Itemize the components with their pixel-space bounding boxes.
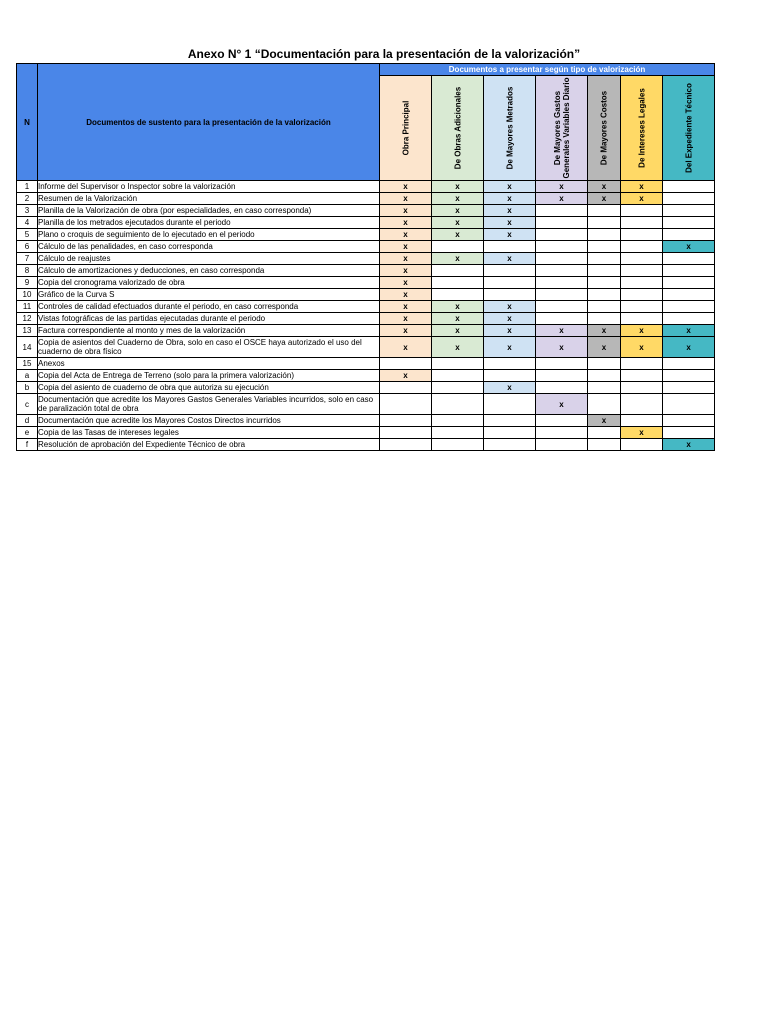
row-description: Documentación que acredite los Mayores Gastos Generales Variables incurridos, solo en caso de paralización total de obra: [38, 394, 380, 415]
row-mark: [432, 370, 484, 382]
row-mark: [536, 301, 588, 313]
row-mark: [536, 358, 588, 370]
row-mark: x: [663, 241, 715, 253]
row-mark: x: [432, 205, 484, 217]
table-row: [17, 427, 715, 439]
row-mark: x: [432, 253, 484, 265]
row-number: 8: [17, 265, 38, 277]
row-mark: [621, 217, 663, 229]
row-mark: [588, 394, 621, 415]
row-mark: x: [380, 370, 432, 382]
header-group: Documentos a presentar según tipo de valorización: [380, 64, 715, 76]
row-mark: x: [432, 229, 484, 241]
table-row: [17, 241, 715, 253]
row-mark: x: [432, 181, 484, 193]
row-mark: x: [484, 217, 536, 229]
row-mark: [663, 370, 715, 382]
row-number: 12: [17, 313, 38, 325]
row-mark: [588, 289, 621, 301]
row-mark: [588, 313, 621, 325]
row-mark: x: [484, 205, 536, 217]
row-mark: [536, 241, 588, 253]
row-mark: [588, 439, 621, 451]
row-mark: x: [484, 337, 536, 358]
row-number: f: [17, 439, 38, 451]
table-row: [17, 358, 715, 370]
table-row: [17, 265, 715, 277]
row-description: Cálculo de las penalidades, en caso corresponda: [38, 241, 380, 253]
table-row: [17, 382, 715, 394]
table-row: [17, 253, 715, 265]
row-mark: x: [484, 382, 536, 394]
row-mark: x: [588, 181, 621, 193]
row-mark: x: [588, 415, 621, 427]
row-mark: x: [536, 325, 588, 337]
table-row: [17, 313, 715, 325]
row-mark: [536, 313, 588, 325]
row-number: c: [17, 394, 38, 415]
row-description: Resolución de aprobación del Expediente Técnico de obra: [38, 439, 380, 451]
row-description: Anexos: [38, 358, 380, 370]
row-number: b: [17, 382, 38, 394]
row-mark: [536, 277, 588, 289]
row-mark: [621, 301, 663, 313]
row-mark: [484, 415, 536, 427]
row-mark: [380, 358, 432, 370]
row-mark: x: [484, 301, 536, 313]
row-description: Copia de asientos del Cuaderno de Obra, solo en caso el OSCE haya autorizado el uso del cuaderno de obra físico: [38, 337, 380, 358]
row-description: Copia del asiento de cuaderno de obra que autoriza su ejecución: [38, 382, 380, 394]
row-number: e: [17, 427, 38, 439]
header-n: N: [17, 64, 38, 181]
row-mark: [621, 253, 663, 265]
row-mark: x: [536, 337, 588, 358]
header-column-6: [663, 76, 715, 181]
row-mark: [621, 358, 663, 370]
row-mark: [588, 241, 621, 253]
row-number: 3: [17, 205, 38, 217]
table-row: [17, 337, 715, 358]
row-mark: [536, 253, 588, 265]
row-mark: [621, 229, 663, 241]
row-mark: x: [380, 253, 432, 265]
table-row: [17, 181, 715, 193]
row-mark: x: [484, 253, 536, 265]
row-mark: [484, 265, 536, 277]
row-mark: [484, 427, 536, 439]
row-mark: [588, 253, 621, 265]
row-mark: [536, 370, 588, 382]
row-description: Factura correspondiente al monto y mes de la valorización: [38, 325, 380, 337]
row-description: Planilla de los metrados ejecutados durante el periodo: [38, 217, 380, 229]
row-mark: [621, 277, 663, 289]
row-mark: [432, 415, 484, 427]
row-mark: [536, 229, 588, 241]
row-mark: [621, 439, 663, 451]
row-mark: x: [663, 325, 715, 337]
row-mark: [663, 265, 715, 277]
row-mark: [432, 277, 484, 289]
row-mark: [380, 415, 432, 427]
row-mark: [432, 394, 484, 415]
row-mark: [432, 427, 484, 439]
row-mark: [484, 289, 536, 301]
row-mark: [663, 313, 715, 325]
row-mark: [536, 427, 588, 439]
row-mark: [484, 241, 536, 253]
row-description: Informe del Supervisor o Inspector sobre la valorización: [38, 181, 380, 193]
row-mark: [663, 193, 715, 205]
table-row: [17, 370, 715, 382]
header-column-2: [484, 76, 536, 181]
row-mark: x: [484, 181, 536, 193]
row-mark: [663, 181, 715, 193]
row-description: Planilla de la Valorización de obra (por especialidades, en caso corresponda): [38, 205, 380, 217]
row-mark: [663, 415, 715, 427]
row-description: Documentación que acredite los Mayores Costos Directos incurridos: [38, 415, 380, 427]
row-mark: x: [484, 313, 536, 325]
row-mark: x: [536, 193, 588, 205]
row-number: 6: [17, 241, 38, 253]
row-mark: [621, 394, 663, 415]
table-row: [17, 325, 715, 337]
row-mark: [484, 358, 536, 370]
row-mark: x: [536, 394, 588, 415]
row-description: Plano o croquis de seguimiento de lo ejecutado en el periodo: [38, 229, 380, 241]
row-mark: x: [432, 193, 484, 205]
row-mark: [621, 415, 663, 427]
row-mark: [663, 394, 715, 415]
header-column-3: [536, 76, 588, 181]
row-mark: x: [380, 289, 432, 301]
row-mark: x: [380, 241, 432, 253]
row-mark: x: [536, 181, 588, 193]
row-number: 1: [17, 181, 38, 193]
table-row: [17, 415, 715, 427]
row-mark: [432, 358, 484, 370]
row-mark: [663, 217, 715, 229]
row-description: Cálculo de reajustes: [38, 253, 380, 265]
row-mark: x: [380, 265, 432, 277]
row-mark: [432, 439, 484, 451]
row-mark: x: [621, 337, 663, 358]
table-row: [17, 394, 715, 415]
row-mark: x: [380, 313, 432, 325]
table-row: [17, 439, 715, 451]
row-mark: [621, 289, 663, 301]
row-mark: [380, 439, 432, 451]
row-mark: x: [588, 193, 621, 205]
row-mark: [621, 241, 663, 253]
row-mark: [588, 229, 621, 241]
row-mark: [432, 382, 484, 394]
header-column-4: [588, 76, 621, 181]
row-mark: x: [380, 301, 432, 313]
row-mark: x: [432, 301, 484, 313]
row-mark: [432, 241, 484, 253]
header-column-label: De Mayores Gastos Generales Variables Diario: [552, 77, 571, 179]
row-mark: x: [484, 229, 536, 241]
row-mark: [588, 370, 621, 382]
row-mark: [536, 217, 588, 229]
header-column-label: De Obras Adicionales: [453, 86, 462, 170]
row-mark: [484, 370, 536, 382]
row-mark: x: [380, 217, 432, 229]
row-number: 7: [17, 253, 38, 265]
row-number: a: [17, 370, 38, 382]
row-number: 10: [17, 289, 38, 301]
row-mark: x: [380, 229, 432, 241]
row-mark: [663, 289, 715, 301]
row-mark: [663, 358, 715, 370]
row-mark: x: [663, 337, 715, 358]
table-row: [17, 193, 715, 205]
row-mark: [663, 229, 715, 241]
row-number: 4: [17, 217, 38, 229]
row-mark: [588, 205, 621, 217]
row-mark: [380, 427, 432, 439]
row-mark: [536, 415, 588, 427]
row-mark: [536, 205, 588, 217]
row-number: 2: [17, 193, 38, 205]
row-mark: x: [621, 427, 663, 439]
row-mark: [621, 205, 663, 217]
row-mark: [663, 277, 715, 289]
table-row: [17, 301, 715, 313]
header-column-0: [380, 76, 432, 181]
row-mark: [588, 301, 621, 313]
row-mark: [621, 265, 663, 277]
row-mark: x: [380, 181, 432, 193]
row-mark: x: [621, 193, 663, 205]
row-mark: [663, 301, 715, 313]
row-mark: [432, 265, 484, 277]
row-number: 9: [17, 277, 38, 289]
row-mark: [380, 394, 432, 415]
row-mark: x: [588, 337, 621, 358]
table-row: [17, 229, 715, 241]
row-mark: [621, 313, 663, 325]
header-column-label: De Mayores Metrados: [505, 86, 514, 170]
row-description: Gráfico de la Curva S: [38, 289, 380, 301]
row-mark: x: [380, 193, 432, 205]
row-mark: [621, 370, 663, 382]
table-row: [17, 289, 715, 301]
row-mark: x: [432, 325, 484, 337]
row-mark: x: [432, 217, 484, 229]
row-number: 14: [17, 337, 38, 358]
page-title: Anexo N° 1 “Documentación para la presentación de la valorización”: [187, 47, 581, 61]
header-column-5: [621, 76, 663, 181]
row-mark: [588, 265, 621, 277]
row-mark: [663, 382, 715, 394]
row-description: Vistas fotográficas de las partidas ejecutadas durante el periodo: [38, 313, 380, 325]
row-mark: x: [621, 325, 663, 337]
header-column-label: Obra Principal: [401, 100, 410, 156]
row-number: 15: [17, 358, 38, 370]
row-mark: [484, 277, 536, 289]
header-column-1: [432, 76, 484, 181]
row-mark: [432, 289, 484, 301]
row-mark: [536, 265, 588, 277]
row-mark: [536, 382, 588, 394]
row-mark: [588, 217, 621, 229]
row-mark: x: [588, 325, 621, 337]
row-mark: [663, 205, 715, 217]
row-mark: x: [663, 439, 715, 451]
row-mark: x: [432, 337, 484, 358]
row-mark: [588, 358, 621, 370]
header-column-label: Del Expediente Técnico: [684, 83, 694, 173]
row-number: d: [17, 415, 38, 427]
row-mark: [588, 427, 621, 439]
row-description: Copia del cronograma valorizado de obra: [38, 277, 380, 289]
row-description: Cálculo de amortizaciones y deducciones, en caso corresponda: [38, 265, 380, 277]
table-row: [17, 217, 715, 229]
row-mark: [663, 253, 715, 265]
row-description: Copia de las Tasas de intereses legales: [38, 427, 380, 439]
header-column-label: De Intereses Legales: [637, 88, 646, 168]
row-mark: x: [432, 313, 484, 325]
row-mark: x: [380, 337, 432, 358]
row-mark: [588, 382, 621, 394]
row-mark: [663, 427, 715, 439]
documents-table: [16, 63, 715, 451]
row-mark: x: [380, 277, 432, 289]
row-mark: x: [484, 193, 536, 205]
table-row: [17, 277, 715, 289]
row-description: Controles de calidad efectuados durante el periodo, en caso corresponda: [38, 301, 380, 313]
row-mark: [380, 382, 432, 394]
row-mark: [588, 277, 621, 289]
row-description: Copia del Acta de Entrega de Terreno (solo para la primera valorización): [38, 370, 380, 382]
row-number: 11: [17, 301, 38, 313]
header-column-label: De Mayores Costos: [599, 90, 609, 166]
row-number: 5: [17, 229, 38, 241]
row-number: 13: [17, 325, 38, 337]
row-mark: x: [484, 325, 536, 337]
row-mark: [536, 439, 588, 451]
table-row: [17, 205, 715, 217]
row-mark: [484, 439, 536, 451]
header-documents: Documentos de sustento para la presentación de la valorización: [38, 64, 380, 181]
row-mark: x: [380, 205, 432, 217]
row-mark: [536, 289, 588, 301]
row-mark: [484, 394, 536, 415]
row-mark: x: [380, 325, 432, 337]
row-mark: x: [621, 181, 663, 193]
row-mark: [621, 382, 663, 394]
row-description: Resumen de la Valorización: [38, 193, 380, 205]
